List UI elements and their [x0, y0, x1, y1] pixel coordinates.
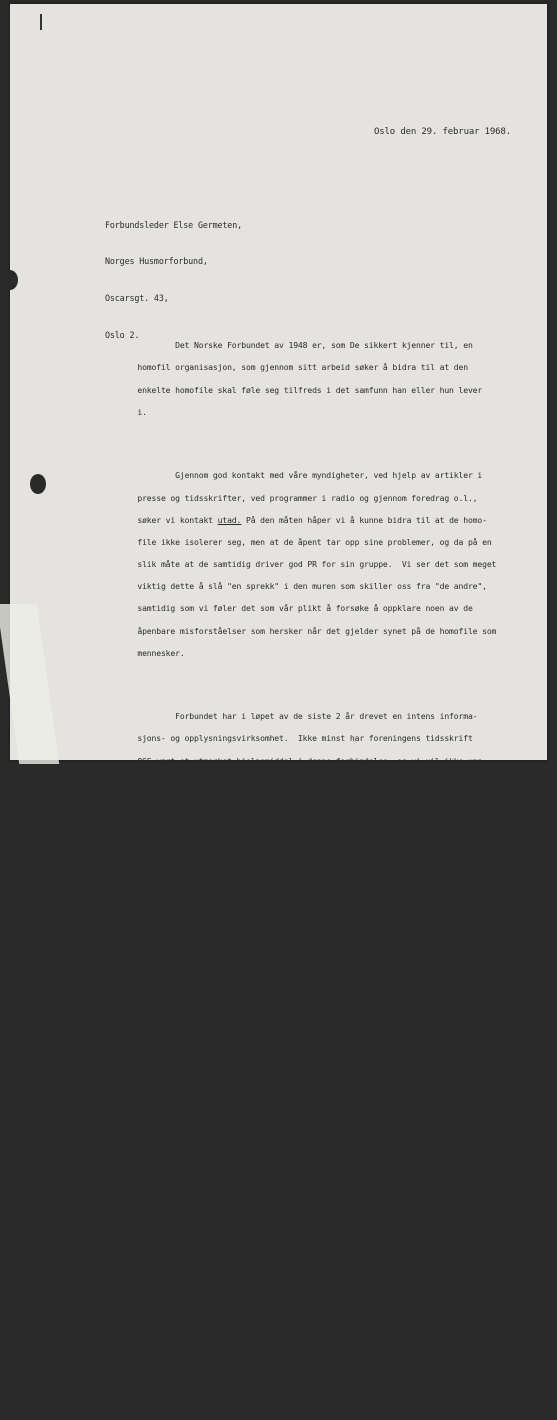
text-line: som fant sted 4 november i fjor (og som vi tillater oss å vedlegge et sten- — [137, 1345, 492, 1356]
text-line: Gjennom god kontakt med våre myndigheter, ved hjelp av artikler i — [137, 470, 483, 481]
text-line: foredragskvelder, og at den rundebordsdebatt - "§ 213 - Bør den oppheves?" - — [137, 1323, 497, 1334]
text-line: Medlemmer av styret i Forbundet har vært til stede i studentfor- — [137, 1171, 478, 1182]
text-line: OSS vært et utmerket hjelpemiddel i denne forbindelse, og vi vil ikke unn- — [137, 755, 487, 766]
text-line: slik måte at de samtidig driver god PR for sin gruppe. Vi ser det som meget — [137, 559, 497, 570]
text-line: har bidratt med artikler o.a. til hjelp for oss i vårt arbeid. — [137, 866, 431, 877]
text-line: parter. — [345, 1237, 383, 1248]
text-line: av begge kjønn i forbindelse med en rekke elevers avsluttende hovedoppgave — [137, 1018, 487, 1029]
text-line: forfatteren Finn Carling, lege Knut Wereide, samt utenlandske sakkyndige — [137, 844, 478, 855]
text-line: Per Lønning, sokneprest Sverre Riisøen, universitetslektor Leif Braaten, — [137, 822, 478, 833]
text-line: og Trondheim Kommunal og Sosialskole. Foreningen har vært behjelpelig med — [137, 974, 487, 985]
text-line: late å nevne at bladet har fått god pressesmtale såvel som den beste an- — [137, 777, 478, 788]
paragraph-3 — [109, 700, 496, 889]
text-line: silert referat fra) må betegnes som meget vellykket. — [137, 1367, 383, 1378]
underlined-word: utad. — [217, 514, 242, 525]
paragraph-6 — [109, 1290, 496, 1390]
punch-hole — [2, 270, 18, 290]
text-line: Forbundet har i løpet av de siste 2 år drevet en intens informa- — [137, 711, 478, 722]
paragraph-4 — [109, 919, 496, 1130]
paragraph-5 — [109, 1160, 496, 1260]
letter-page — [10, 4, 547, 1378]
text-line: i. — [137, 406, 147, 417]
paragraph-1 — [109, 329, 496, 429]
text-line: befaling fra sakkyndig hold. En rekke kjente personer, deriblant domprost — [137, 800, 487, 811]
text-line: På den måten håper vi å kunne bidra til at de homo- — [241, 514, 487, 525]
text-line: homofil organisasjon, som gjennom sitt arbeid søker å bidra til at den — [137, 362, 468, 373]
text-line: enkelte homofile skal føle seg tilfreds i det samfunn han eller hun lever — [137, 384, 483, 395]
address-line: Forbundsleder Else Germeten, — [105, 219, 242, 230]
address-line: Oscarsgt. 43, — [105, 293, 169, 304]
underlined-word: begge — [321, 1237, 346, 1248]
letter-body — [109, 307, 496, 1420]
paragraph-2 — [109, 459, 496, 670]
text-line: vi tror at denne personlige kontakt mellom de homofile og andre grupper av — [137, 1215, 487, 1226]
text-line: om "De homofile". Vi har likeledes hatt et intimt samarbeid med Institutt — [137, 1041, 487, 1051]
text-line: samtidig som vi føler det som vår plikt å forsøke å oppklare noen av de — [137, 603, 473, 614]
text-line: for Samfunnsforskning, og bidrog i fjor med kr. 3.000 til den Gallupunder- — [137, 1063, 487, 1074]
text-line: presse og tidsskrifter, ved programmer i radio og gjennom foredrag o.l., — [137, 492, 478, 503]
corner-mark — [40, 14, 42, 30]
address-line: Oslo 2. — [105, 330, 140, 341]
text-line: Det Norske Forbundet av 1948 er, som De sikkert kjenner til, en — [137, 340, 473, 351]
text-line: sjons- og opplysningsvirksomhet. Ikke minst har foreningens tidsskrift — [137, 733, 473, 744]
text-line: har Forbundet hatt et meget godt samarbeid med Oslo Kommunal og Sosialskole — [137, 952, 492, 963]
address-line: Norges Husmorforbund, — [105, 256, 208, 267]
text-line: søkelse blant homofile som ble iverksatt på initiativ av og under ledelse — [137, 1085, 483, 1096]
text-line: søker vi kontakt — [137, 514, 218, 525]
text-line: mennesker. — [137, 647, 185, 658]
text-line: file ikke isolerer seg, men at de åpent tar opp sine problemer, og da på en — [137, 536, 492, 547]
text-line: åpenbare misforståelser som hersker når det gjelder synet på de homofile som — [137, 625, 497, 636]
text-line: Ved siden av det informasjonsarbeid som har foregått gjennom OSS, — [137, 930, 483, 941]
dateline: Oslo den 29. februar 1968. — [374, 127, 511, 137]
text-line: stoff og har arrangert gruppesammenkomster for sosialskoleelever og homofile — [137, 996, 497, 1007]
text-line: Vi vil også gjerne nevne for Dem at foreningen hvert år arrangerer — [137, 1301, 487, 1312]
text-line: eninger som har tatt opp de homofile og deres problemer til drøftelse, og — [137, 1193, 483, 1204]
text-line: viktig dette å slå "en sprekk" i den muren som skiller oss fra "de andre", — [137, 581, 487, 592]
folded-corner — [0, 604, 59, 764]
text-line: samfunnet, er av den største verdi for — [137, 1237, 322, 1248]
text-line: av cand.psychol Arnold Havelin, og som om kort tid vil bli offentliggjort. — [137, 1107, 487, 1118]
punch-hole — [30, 474, 46, 494]
